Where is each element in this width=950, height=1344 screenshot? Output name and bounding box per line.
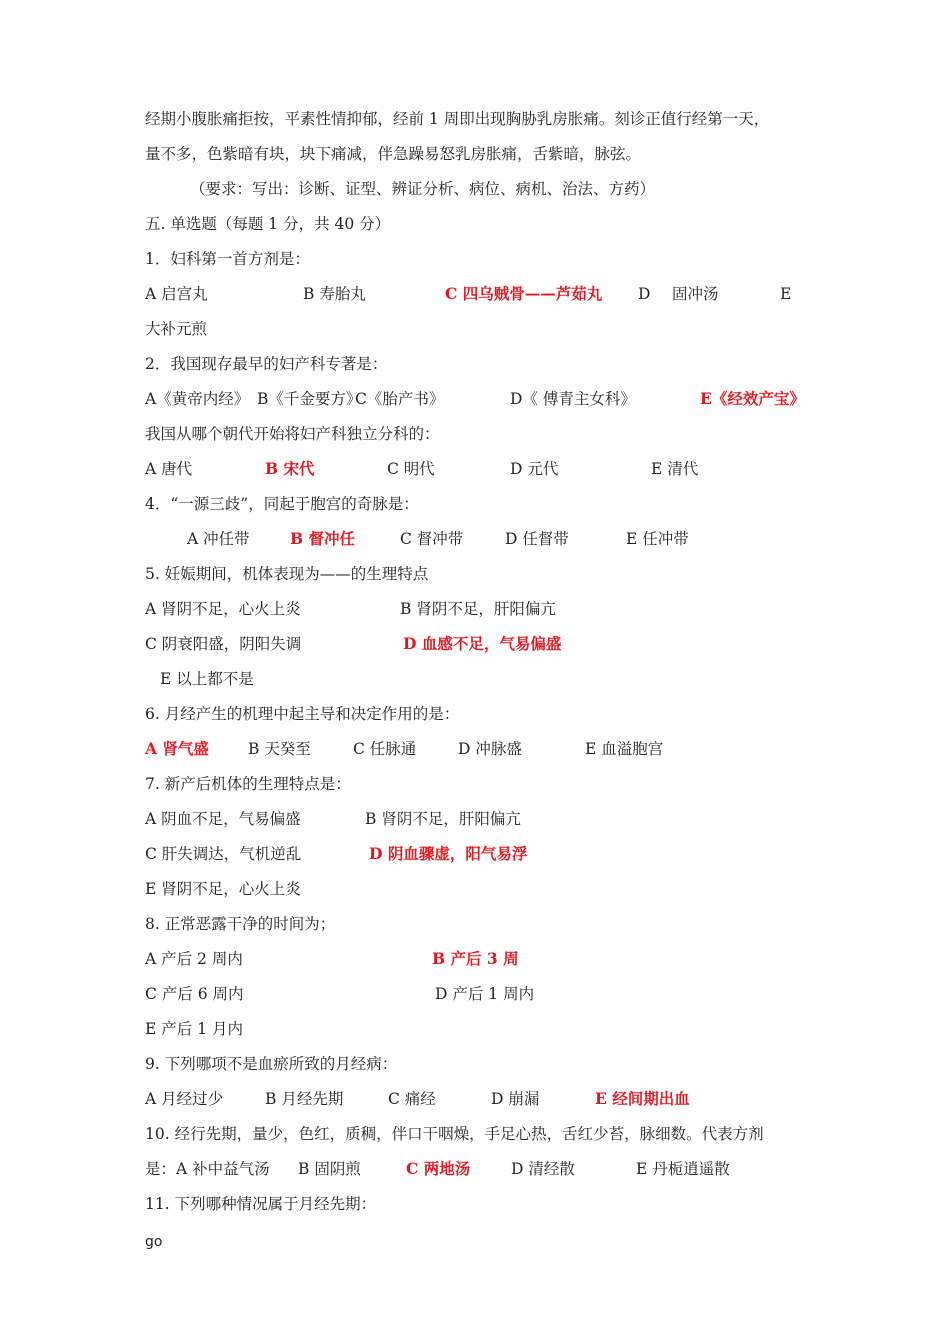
option-e-answer: E《经效产宝》 bbox=[700, 389, 805, 408]
option-e: E bbox=[780, 285, 792, 303]
option-e-answer: E 经间期出血 bbox=[595, 1089, 690, 1108]
option-a-answer: A 肾气盛 bbox=[145, 739, 209, 758]
option-b: B 肾阴不足，肝阳偏亢 bbox=[365, 810, 521, 828]
intro-line-1: 经期小腹胀痛拒按，平素性情抑郁，经前 1 周即出现胸胁乳房胀痛。刻诊正值行经第一天， bbox=[145, 110, 770, 128]
option-e-wrap: 大补元煎 bbox=[145, 320, 208, 338]
option-c: C 肝失调达，气机逆乱 bbox=[145, 845, 302, 863]
section-title: 五. 单选题（每题 1 分，共 40 分） bbox=[145, 215, 391, 233]
option-b: B 寿胎丸 bbox=[303, 285, 366, 303]
option-d-answer: D 阴血骤虚，阳气易浮 bbox=[369, 844, 528, 863]
option-e: E 产后 1 月内 bbox=[145, 1020, 243, 1038]
question-stem: 11. 下列哪种情况属于月经先期： bbox=[145, 1195, 377, 1213]
option-a: A 产后 2 周内 bbox=[145, 950, 243, 968]
option-d: D 清经散 bbox=[511, 1160, 575, 1178]
option-c-answer: C 四乌贼骨——芦茹丸 bbox=[445, 284, 603, 303]
question-stem: 2．我国现存最早的妇产科专著是： bbox=[145, 355, 388, 373]
option-e: E 清代 bbox=[651, 460, 699, 478]
option-c: C 明代 bbox=[387, 460, 435, 478]
option-d: D 元代 bbox=[510, 460, 559, 478]
option-a: A 唐代 bbox=[145, 460, 193, 478]
option-c: C 痛经 bbox=[388, 1090, 436, 1108]
option-b: B《千金要方》 bbox=[257, 390, 362, 408]
option-d-text: 固冲汤 bbox=[672, 285, 719, 303]
question-stem: 7. 新产后机体的生理特点是： bbox=[145, 775, 351, 793]
option-b: B 天癸至 bbox=[248, 740, 311, 758]
option-d: D bbox=[638, 285, 651, 303]
option-e: E 任冲带 bbox=[626, 530, 689, 548]
option-a: 是：A 补中益气汤 bbox=[145, 1160, 270, 1178]
option-c: C 产后 6 周内 bbox=[145, 985, 244, 1003]
option-c-answer: C 两地汤 bbox=[406, 1159, 471, 1178]
option-c: C 任脉通 bbox=[353, 740, 417, 758]
option-e: E 丹栀逍遥散 bbox=[636, 1160, 730, 1178]
question-stem: 8. 正常恶露干净的时间为； bbox=[145, 915, 336, 933]
option-a: A 肾阴不足，心火上炎 bbox=[145, 600, 301, 618]
option-e: E 以上都不是 bbox=[160, 670, 254, 688]
question-stem: 10. 经行先期，量少，色红，质稠，伴口干咽燥，手足心热，舌红少苔，脉细数。代表方剂 bbox=[145, 1125, 764, 1143]
page-footer: go bbox=[145, 1234, 163, 1250]
option-c: C 阴衰阳盛，阴阳失调 bbox=[145, 635, 302, 653]
question-stem: 5. 妊娠期间，机体表现为——的生理特点 bbox=[145, 565, 429, 583]
option-d-answer: D 血感不足，气易偏盛 bbox=[403, 634, 562, 653]
option-b: B 月经先期 bbox=[265, 1090, 344, 1108]
requirement-note: （要求：写出：诊断、证型、辨证分析、病位、病机、治法、方药） bbox=[190, 180, 656, 198]
question-stem: 4．“一源三歧”，同起于胞宫的奇脉是： bbox=[145, 495, 419, 513]
option-d: D 任督带 bbox=[505, 530, 569, 548]
option-a: A 冲任带 bbox=[187, 530, 250, 548]
option-b: B 固阴煎 bbox=[298, 1160, 361, 1178]
option-e: E 血溢胞宫 bbox=[585, 740, 664, 758]
option-d: D 冲脉盛 bbox=[458, 740, 522, 758]
question-stem: 1．妇科第一首方剂是： bbox=[145, 250, 310, 268]
option-a: A 阴血不足，气易偏盛 bbox=[145, 810, 301, 828]
question-stem: 我国从哪个朝代开始将妇产科独立分科的： bbox=[145, 425, 440, 443]
option-b-answer: B 督冲任 bbox=[290, 529, 355, 548]
option-c: C《胎产书》 bbox=[355, 390, 445, 408]
option-b-answer: B 宋代 bbox=[265, 459, 315, 478]
option-a: A 月经过少 bbox=[145, 1090, 224, 1108]
question-stem: 6. 月经产生的机理中起主导和决定作用的是： bbox=[145, 705, 460, 723]
question-stem: 9. 下列哪项不是血瘀所致的月经病： bbox=[145, 1055, 398, 1073]
option-d: D 产后 1 周内 bbox=[435, 985, 535, 1003]
intro-line-2: 量不多，色紫暗有块，块下痛减，伴急躁易怒乳房胀痛，舌紫暗，脉弦。 bbox=[145, 145, 642, 163]
option-a: A《黄帝内经》 bbox=[145, 390, 250, 408]
option-c: C 督冲带 bbox=[400, 530, 464, 548]
option-b-answer: B 产后 3 周 bbox=[432, 949, 519, 968]
option-e: E 肾阴不足，心火上炎 bbox=[145, 880, 301, 898]
option-b: B 肾阴不足，肝阳偏亢 bbox=[400, 600, 556, 618]
option-d: D 崩漏 bbox=[491, 1090, 540, 1108]
option-a: A 启宫丸 bbox=[145, 285, 208, 303]
option-d: D《 傅青主女科》 bbox=[510, 390, 636, 408]
